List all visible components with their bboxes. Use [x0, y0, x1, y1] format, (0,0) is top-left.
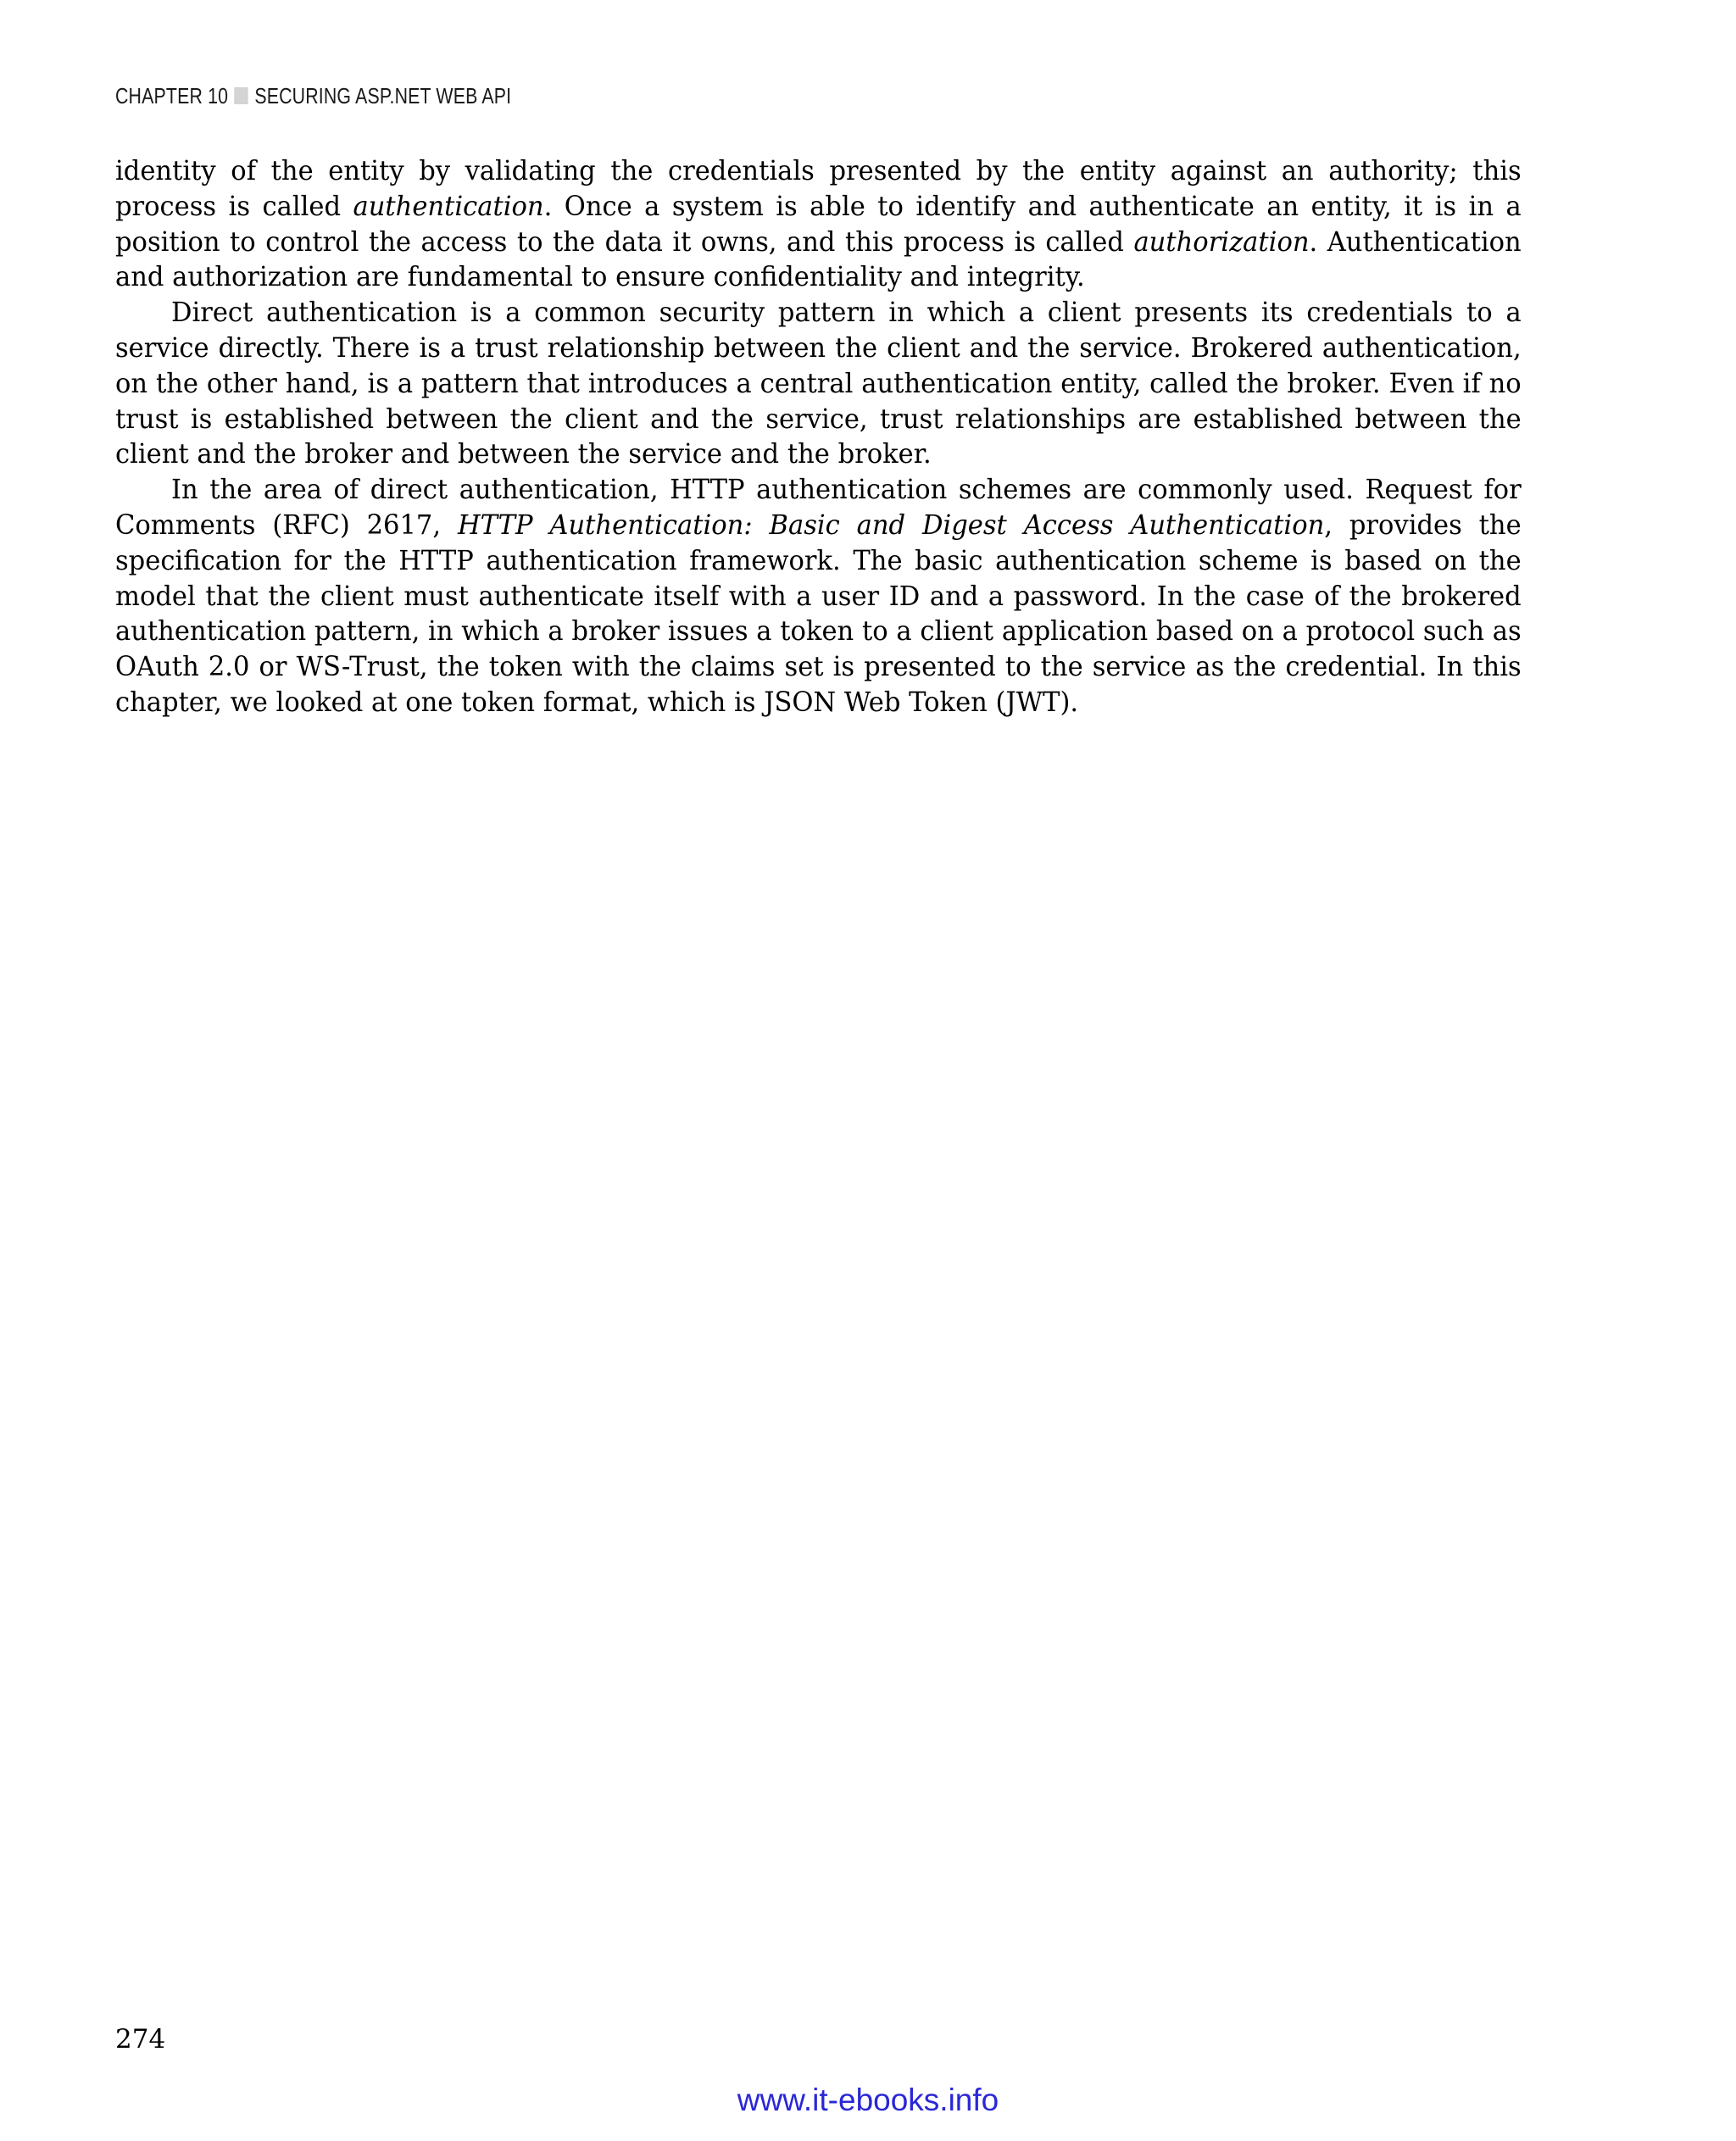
page-number: 274: [115, 2024, 166, 2055]
paragraph-1-text-e: . Authentication and authorization are fundamental to ensure confidentiality and integrity.: [115, 226, 1522, 293]
paragraph-1-text-a: identity of the entity by validating the credentials presented by the entity against an authority; this process is called: [115, 156, 1522, 222]
chapter-number: CHAPTER 10: [115, 83, 229, 108]
emphasis-rfc-title: HTTP Authentication: Basic and Digest Access Authentication: [457, 509, 1325, 541]
paragraph-1: [115, 154, 1522, 296]
paragraph-2: Direct authentication is a common security pattern in which a client presents its credentials to a service directly. There is a trust relationship between the client and the service. Brokered authentication, on the other hand, is a pattern that introduces a central authentication entity, called the broker. Even if no trust is established between the client and the service, trust relationships are established between the client and the broker and between the service and the broker.: [115, 298, 1522, 470]
emphasis-authorization: authorization: [1133, 226, 1310, 258]
header-separator-square: [235, 87, 248, 104]
footer-link[interactable]: www.it-ebooks.info: [737, 2083, 999, 2117]
emphasis-authentication: authentication: [353, 191, 544, 222]
paragraph-3: [115, 473, 1522, 721]
paragraph-1-text-c: . Once a system is able to identify and authenticate an entity, it is in a position to control the access to the data it owns, and this process is called: [115, 191, 1522, 258]
chapter-title: SECURING ASP.NET WEB API: [254, 83, 512, 108]
running-header: [115, 83, 511, 109]
paragraph-3-text-c: , provides the specification for the HTTP authentication framework. The basic authentication scheme is based on the model that the client must authenticate itself with a user ID and a password. In the case of the brokered authentication pattern, in which a broker issues a token to a client application based on a protocol such as OAuth 2.0 or WS-Trust, the token with the claims set is presented to the service as the credential. In this chapter, we looked at one token format, which is JSON Web Token (JWT).: [115, 509, 1522, 718]
body-text: [115, 154, 1522, 721]
paragraph-3-text-a: In the area of direct authentication, HTTP authentication schemes are commonly used. Request for Comments (RFC) 2617,: [115, 475, 1522, 541]
